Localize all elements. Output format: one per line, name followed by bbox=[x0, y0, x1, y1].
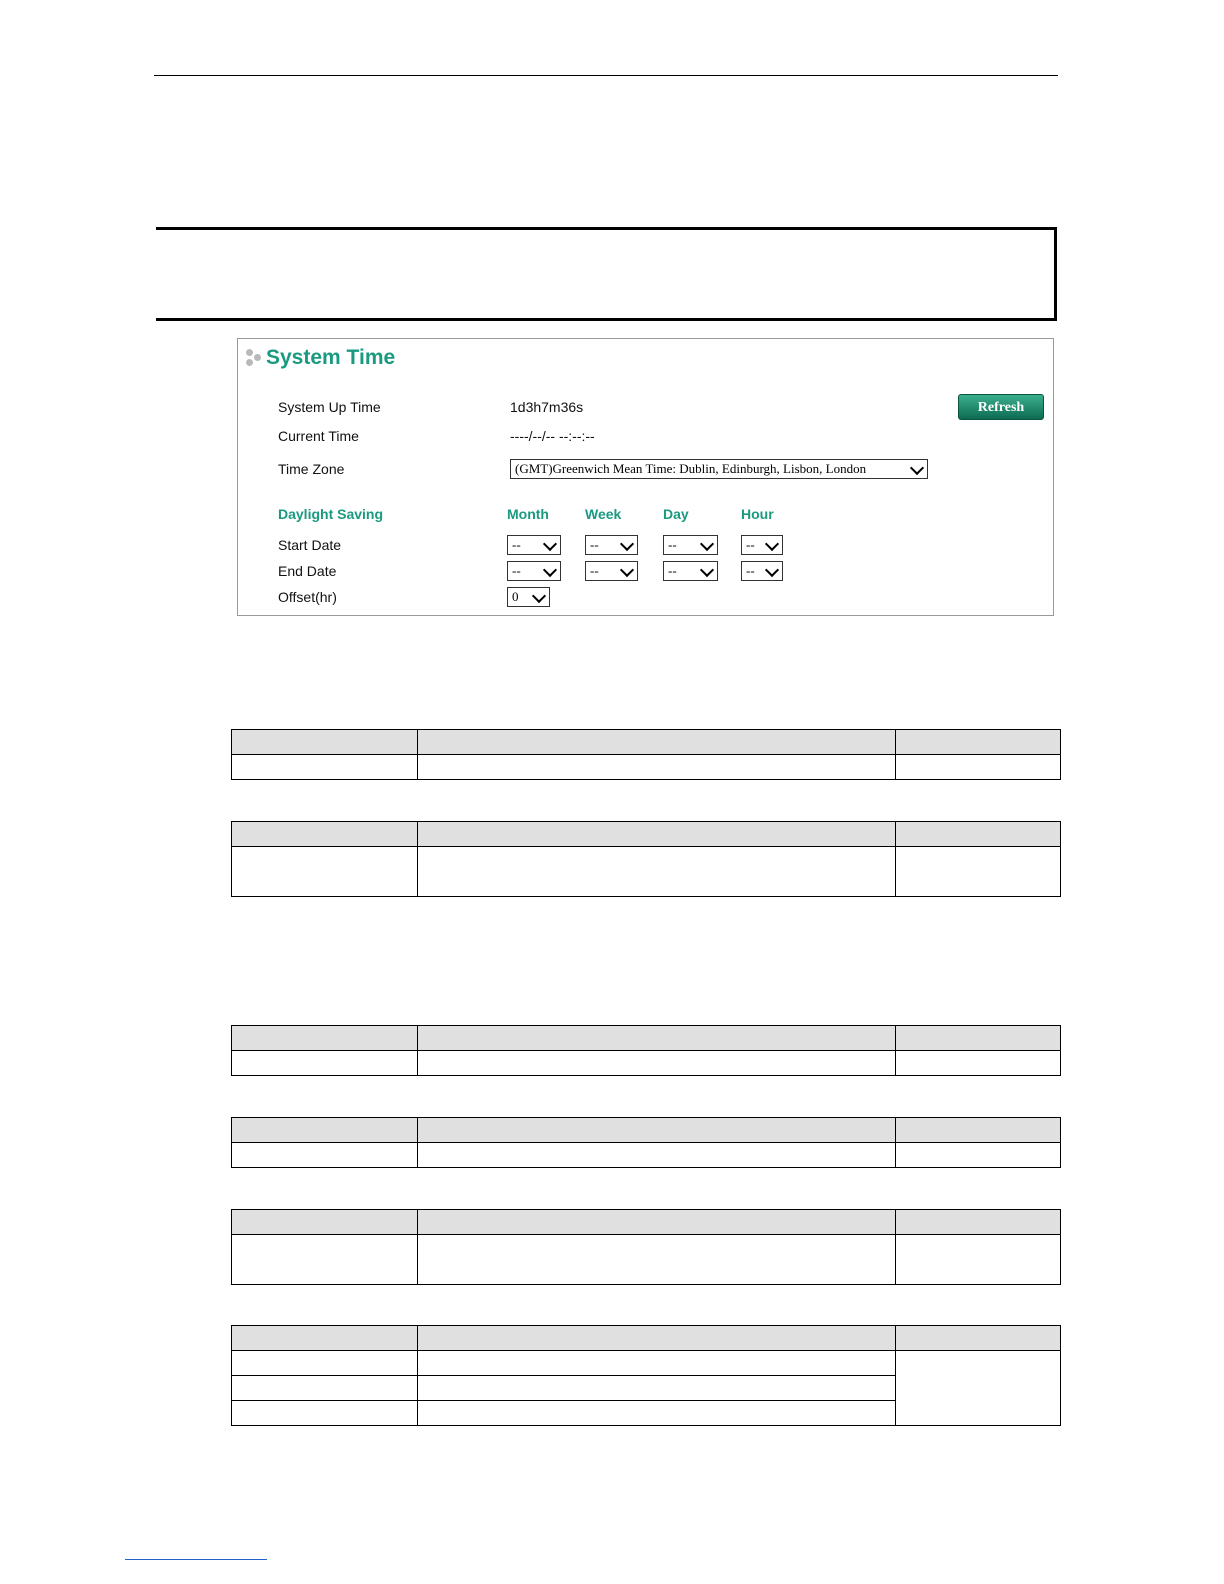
current-time-label: Current Time bbox=[278, 428, 359, 444]
system-up-time-label: System Up Time bbox=[278, 399, 381, 415]
offset-select[interactable] bbox=[507, 587, 550, 607]
current-time-value: ----/--/-- --:--:-- bbox=[510, 428, 595, 444]
chevron-down-icon bbox=[910, 461, 924, 475]
chevron-down-icon bbox=[700, 563, 714, 577]
hour-column-label: Hour bbox=[741, 506, 774, 522]
start-hour-select[interactable] bbox=[741, 535, 783, 555]
end-month-select[interactable] bbox=[507, 561, 561, 581]
bottom-link-underline bbox=[125, 1559, 267, 1560]
table-header-row bbox=[232, 1026, 1061, 1051]
start-hour-value: -- bbox=[746, 537, 755, 552]
time-zone-selected: (GMT)Greenwich Mean Time: Dublin, Edinburgh, Lisbon, London bbox=[515, 461, 867, 476]
top-rule bbox=[154, 75, 1058, 76]
table-row bbox=[232, 1143, 1061, 1168]
end-date-label: End Date bbox=[278, 563, 337, 579]
title-dots-icon bbox=[246, 349, 264, 369]
end-week-value: -- bbox=[590, 563, 599, 578]
setting-table-4 bbox=[231, 1117, 1061, 1168]
note-box bbox=[156, 227, 1057, 321]
offset-value: 0 bbox=[512, 589, 519, 604]
chevron-down-icon bbox=[765, 563, 779, 577]
setting-table-3 bbox=[231, 1025, 1061, 1076]
chevron-down-icon bbox=[543, 537, 557, 551]
chevron-down-icon bbox=[543, 563, 557, 577]
start-month-value: -- bbox=[512, 537, 521, 552]
table-header-row bbox=[232, 730, 1061, 755]
week-column-label: Week bbox=[585, 506, 622, 522]
table-row bbox=[232, 847, 1061, 897]
system-up-time-value: 1d3h7m36s bbox=[510, 399, 584, 415]
setting-table-5 bbox=[231, 1209, 1061, 1285]
end-day-value: -- bbox=[668, 563, 677, 578]
chevron-down-icon bbox=[620, 563, 634, 577]
chevron-down-icon bbox=[700, 537, 714, 551]
table-header-row bbox=[232, 1210, 1061, 1235]
start-month-select[interactable] bbox=[507, 535, 561, 555]
end-day-select[interactable] bbox=[663, 561, 718, 581]
refresh-button[interactable]: Refresh bbox=[958, 394, 1044, 420]
setting-table-6 bbox=[231, 1325, 1061, 1426]
table-header-row bbox=[232, 1326, 1061, 1351]
start-week-value: -- bbox=[590, 537, 599, 552]
start-day-select[interactable] bbox=[663, 535, 718, 555]
setting-table-2 bbox=[231, 821, 1061, 897]
chevron-down-icon bbox=[620, 537, 634, 551]
end-hour-select[interactable] bbox=[741, 561, 783, 581]
chevron-down-icon bbox=[532, 589, 546, 603]
day-column-label: Day bbox=[663, 506, 689, 522]
end-week-select[interactable] bbox=[585, 561, 638, 581]
system-time-panel bbox=[237, 338, 1054, 616]
start-week-select[interactable] bbox=[585, 535, 638, 555]
table-row bbox=[232, 1235, 1061, 1285]
chevron-down-icon bbox=[765, 537, 779, 551]
setting-table-1 bbox=[231, 729, 1061, 780]
table-header-row bbox=[232, 822, 1061, 847]
table-header-row bbox=[232, 1118, 1061, 1143]
start-day-value: -- bbox=[668, 537, 677, 552]
table-row bbox=[232, 755, 1061, 780]
table-row bbox=[232, 1351, 1061, 1376]
daylight-saving-heading: Daylight Saving bbox=[278, 506, 384, 522]
start-date-label: Start Date bbox=[278, 537, 342, 553]
end-month-value: -- bbox=[512, 563, 521, 578]
offset-label: Offset(hr) bbox=[278, 589, 337, 605]
month-column-label: Month bbox=[507, 506, 549, 522]
time-zone-label: Time Zone bbox=[278, 461, 345, 477]
time-zone-select[interactable] bbox=[510, 459, 928, 479]
panel-title: System Time bbox=[266, 346, 396, 369]
table-row bbox=[232, 1051, 1061, 1076]
end-hour-value: -- bbox=[746, 563, 755, 578]
